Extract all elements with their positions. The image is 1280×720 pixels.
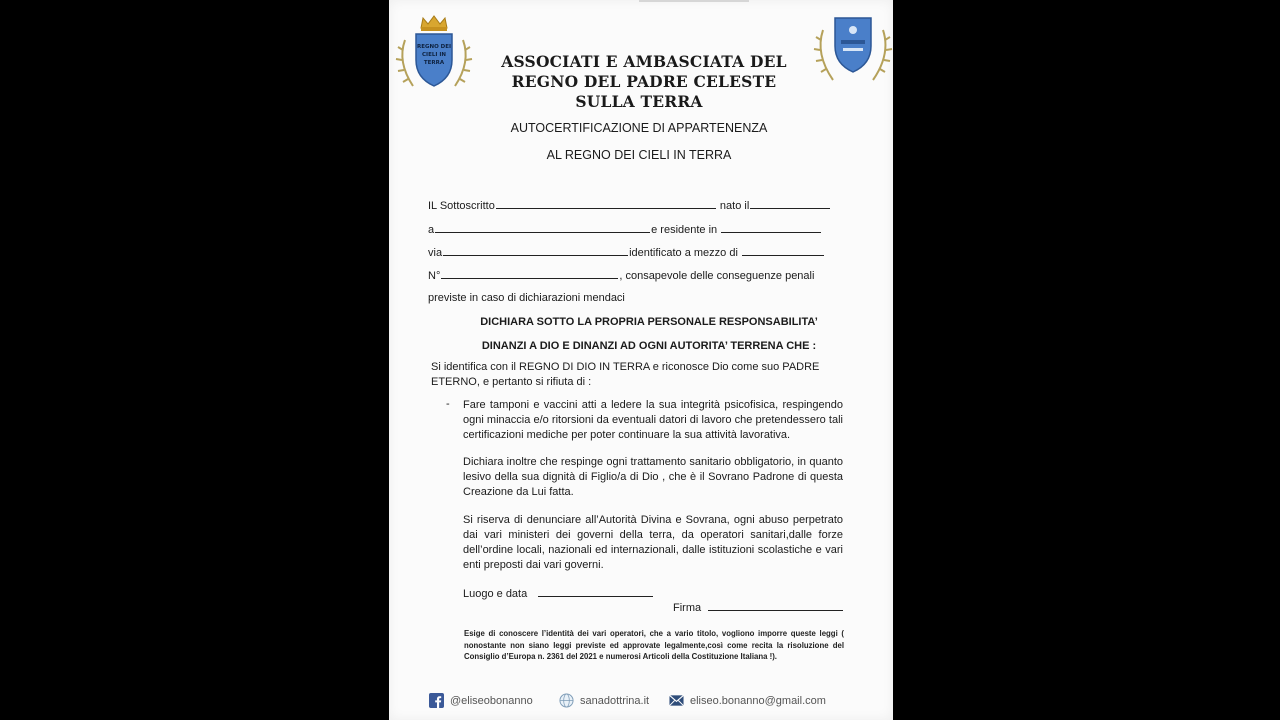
paper-top-edge — [639, 0, 749, 2]
street-blank[interactable] — [443, 245, 628, 256]
crown-icon — [421, 16, 447, 31]
org-title-line-1: ASSOCIATI E AMBASCIATA DEL — [501, 52, 787, 71]
globe-icon — [559, 693, 574, 708]
nato-label: nato il — [719, 200, 750, 212]
svg-text:CIELI IN: CIELI IN — [422, 52, 446, 58]
firma-label: Firma — [673, 602, 702, 614]
facebook-handle: @eliseobonanno — [450, 694, 533, 707]
birth-place-blank[interactable] — [435, 222, 650, 233]
sottoscritto-label: IL Sottoscritto — [428, 200, 495, 212]
intro-paragraph: Si identifica con il REGNO DI DIO IN TERRA e riconosce Dio come suo PADRE ETERNO, e pertanto si rifiuta di : — [431, 361, 820, 388]
paragraph-denuncia: Si riserva di denunciare all’Autorità Divina e Sovrana, ogni abuso perpetrato dai vari ministeri dei governi della terra, da operatori sanitari,dalle forze dell’ordine locali, nazionali ed internazionali, dalle istituzioni scolastiche e vari enti preposti dai vari governi. — [463, 514, 843, 571]
website-text: sanadottrina.it — [580, 694, 650, 707]
document-page — [389, 0, 893, 720]
email-text: eliseo.bonanno@gmail.com — [690, 694, 826, 707]
organization-title — [484, 52, 804, 112]
contacts-footer — [389, 693, 893, 713]
facebook-icon — [429, 693, 444, 708]
firma-line — [673, 600, 844, 614]
document-title-line-1: AUTOCERTIFICAZIONE DI APPARTENENZA — [510, 121, 768, 135]
residente-label: e residente in — [651, 224, 718, 236]
shield-icon — [416, 34, 452, 86]
form-line-residenza — [428, 222, 822, 236]
paragraph-tamponi: Fare tamponi e vaccini atti a ledere la sua integrità psicofisica, respingendo ogni minaccia e/o ritorsioni da eventuali datori di lavoro che pretendessero tali certificazioni mediche per poter continuare la sua attività lavorativa. — [463, 399, 843, 441]
footnote-paragraph: Esige di conoscere l’identità dei vari operatori, che a vario titolo, vogliono imporre queste leggi ( nonostante non siano leggi previste ed approvate legalmente,così come recita la risoluzione del Consiglio d’Europa n. 2361 del 2021 e numerosi Articoli della Costituzione Italiana !). — [464, 629, 844, 661]
form-line-via — [428, 245, 825, 259]
shield-icon — [835, 18, 871, 72]
org-title-line-2: REGNO DEL PADRE CELESTE — [511, 72, 777, 91]
contact-facebook — [429, 693, 533, 708]
declaration-line-2: DINANZI A DIO E DINANZI AD OGNI AUTORITA’ TERRENA CHE : — [481, 340, 817, 352]
via-label: via — [428, 247, 443, 259]
right-emblem — [813, 8, 893, 88]
identificato-label: identificato a mezzo di — [629, 247, 738, 259]
left-emblem — [391, 10, 477, 96]
contact-website — [559, 693, 649, 708]
name-blank[interactable] — [496, 198, 716, 209]
paragraph-trattamento: Dichiara inoltre che respinge ogni trattamento sanitario obbligatorio, in quanto lesivo della sua dignità di Figlio/a di Dio , che è il Sovrano Padrone di questa Creazione da Lui fatta. — [463, 456, 843, 498]
firma-blank[interactable] — [708, 600, 843, 611]
residence-blank[interactable] — [721, 222, 821, 233]
luogo-data-label: Luogo e data — [463, 588, 528, 600]
mail-icon — [669, 693, 684, 708]
n-label: N° — [428, 270, 441, 282]
svg-text:REGNO DEI: REGNO DEI — [416, 44, 452, 50]
bullet-dash: - — [446, 398, 450, 410]
consapevole-label: , consapevole delle conseguenze penali — [619, 270, 815, 282]
birth-date-blank[interactable] — [750, 198, 830, 209]
form-line-numero — [428, 268, 814, 282]
form-line-sottoscritto — [428, 198, 831, 212]
form-line-previste: previste in caso di dichiarazioni mendaci — [428, 292, 625, 304]
id-document-blank[interactable] — [742, 245, 824, 256]
declaration-line-1: DICHIARA SOTTO LA PROPRIA PERSONALE RESPONSABILITA’ — [480, 316, 818, 328]
contact-email — [669, 693, 826, 708]
org-title-line-3: SULLA TERRA — [575, 92, 703, 111]
document-title-line-2: AL REGNO DEI CIELI IN TERRA — [546, 148, 732, 162]
svg-text:TERRA: TERRA — [423, 60, 445, 66]
document-number-blank[interactable] — [441, 268, 618, 279]
luogo-data-line — [463, 586, 654, 600]
luogo-data-blank[interactable] — [538, 586, 653, 597]
a-label: a — [428, 224, 435, 236]
